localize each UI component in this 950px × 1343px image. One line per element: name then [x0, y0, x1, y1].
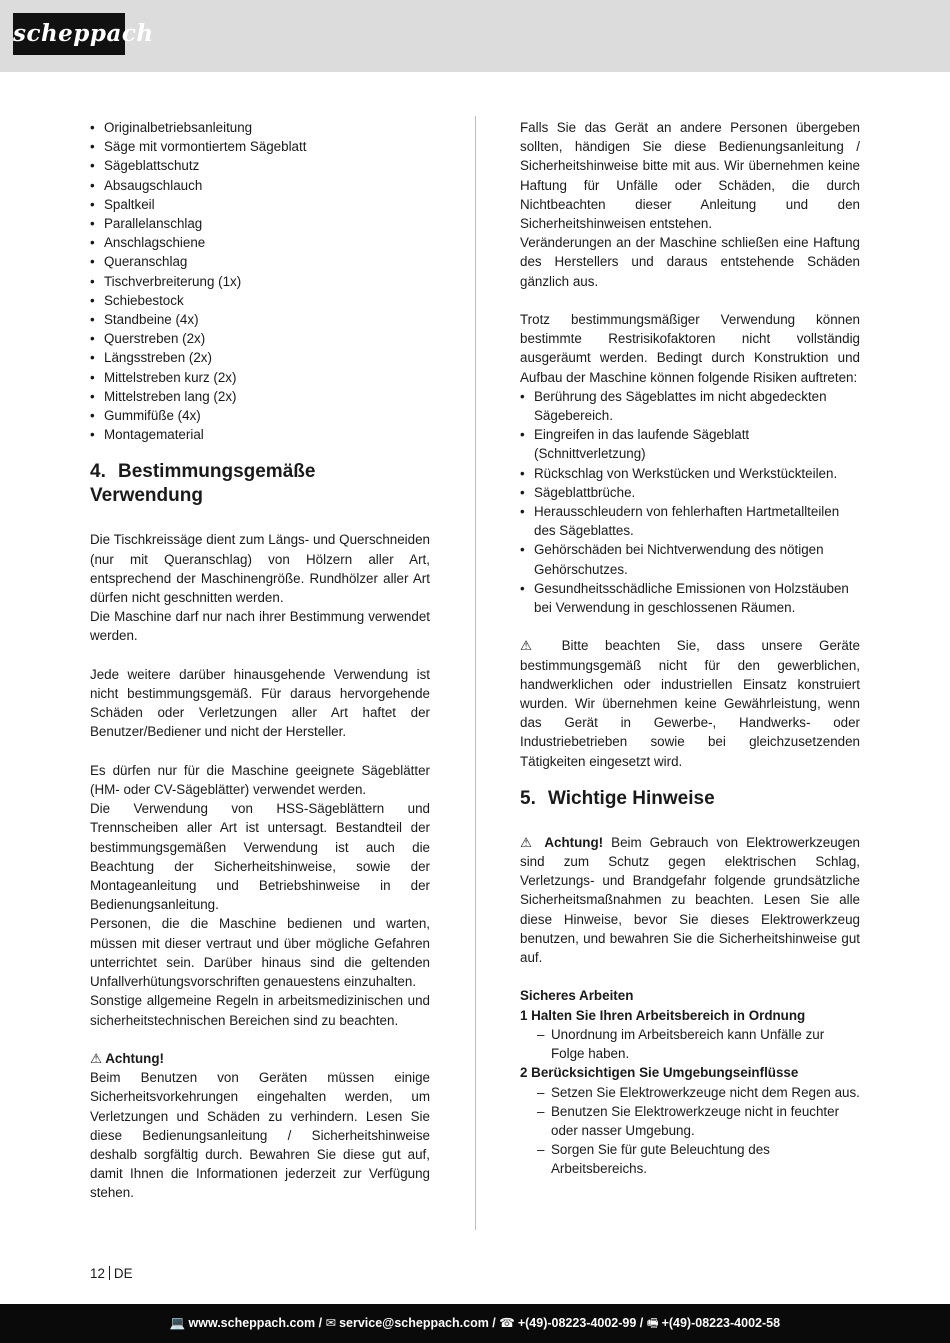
list-item: • Mittelstreben lang (2x) [90, 387, 430, 406]
fax-icon: 🖷 [646, 1316, 659, 1330]
phone-icon: ☎ [499, 1316, 515, 1330]
list-item: • Schiebestock [90, 291, 430, 310]
list-item: • Berührung des Sägeblattes im nicht abgedeckten Sägebereich. [520, 387, 860, 425]
rule-1-list [520, 1025, 860, 1063]
list-item: – Benutzen Sie Elektrowerkzeuge nicht in feuchter oder nasser Umgebung. [520, 1102, 860, 1140]
scope-of-delivery-list [90, 118, 430, 444]
list-item: • Queranschlag [90, 252, 430, 271]
warning-icon: ⚠ [520, 638, 545, 654]
left-column [90, 118, 430, 1203]
paragraph: Die Maschine darf nur nach ihrer Bestimmung verwendet werden. [90, 609, 430, 644]
section-title: Bestimmungsgemäße Verwendung [90, 461, 316, 507]
list-item: • Parallelanschlag [90, 214, 430, 233]
attention-paragraph [520, 833, 860, 967]
paragraph: Die Tischkreissäge dient zum Längs- und Querschneiden (nur mit Queranschlag) von Hölzern aller Art, entsprechend der Maschinengröße. Rundhölzer aller Art dürfen nicht geschnitten werden. [90, 532, 430, 606]
list-item: – Unordnung im Arbeitsbereich kann Unfälle zur Folge haben. [520, 1025, 860, 1063]
list-item: • Rückschlag von Werkstücken und Werkstückteilen. [520, 464, 860, 483]
list-item: • Gummifüße (4x) [90, 406, 430, 425]
section-5-heading [520, 787, 860, 811]
list-item: • Herausschleudern von fehlerhaften Hartmetallteilen des Sägeblattes. [520, 502, 860, 540]
section-title: Wichtige Hinweise [548, 787, 715, 809]
list-item: • Querstreben (2x) [90, 329, 430, 348]
list-item: • Mittelstreben kurz (2x) [90, 368, 430, 387]
right-column [520, 118, 860, 1179]
section-4-heading [90, 460, 430, 508]
page-number-label [90, 1264, 133, 1283]
section-number: 4. [90, 461, 106, 483]
list-item: • Längsstreben (2x) [90, 348, 430, 367]
email-link[interactable]: service@scheppach.com [339, 1316, 489, 1330]
separator: / [488, 1316, 500, 1330]
list-item: – Setzen Sie Elektrowerkzeuge nicht dem Regen aus. [520, 1083, 860, 1102]
attention-label: Achtung! [544, 834, 604, 850]
fax-number: +(49)-08223-4002-58 [661, 1316, 781, 1330]
language-code: DE [113, 1266, 133, 1281]
list-item: • Eingreifen in das laufende Sägeblatt (Schnittverletzung) [520, 425, 860, 463]
list-item: – Sorgen Sie für gute Beleuchtung des Arbeitsbereichs. [520, 1140, 860, 1178]
list-item: • Sägeblattbrüche. [520, 483, 860, 502]
separator: / [636, 1316, 647, 1330]
paragraph: Jede weitere darüber hinausgehende Verwendung ist nicht bestimmungsgemäß. Für daraus hervorgehende Schäden oder Verletzungen aller Art haftet der Benutzer/Bediener und nicht der Hersteller. [90, 666, 430, 740]
page-header [0, 0, 950, 72]
website-link[interactable]: www.scheppach.com [188, 1316, 316, 1330]
warning-icon: ⚠ [520, 834, 537, 850]
attention-text: Beim Gebrauch von Elektrowerkzeugen sind zum Schutz gegen elektrischen Schlag, Verletzungs- und Brandgefahr folgende grundsätzliche Sicherheitsmaßnahmen zu beachten. Lesen Sie alle diese Hinweise, bevor Sie dieses Elektrowerkzeug benutzen, und bewahren Sie die Sicherheitshinweise gut auf. [520, 834, 860, 966]
page-number: 12 [90, 1266, 105, 1281]
computer-icon: 💻 [169, 1316, 186, 1330]
paragraph: Veränderungen an der Maschine schließen eine Haftung des Herstellers und daraus entstehende Schäden gänzlich aus. [520, 235, 860, 289]
paragraph: Trotz bestimmungsmäßiger Verwendung können bestimmte Restrisikofaktoren nicht vollständig ausgeräumt werden. Bedingt durch Konstruktion und Aufbau der Maschine können folgende Risiken auftreten: [520, 312, 860, 385]
list-item: • Gehörschäden bei Nichtverwendung des nötigen Gehörschutzes. [520, 540, 860, 578]
note-paragraph [520, 636, 860, 770]
separator: / [315, 1316, 326, 1330]
list-item: • Montagematerial [90, 425, 430, 444]
contact-footer [0, 1304, 950, 1343]
paragraph: Die Verwendung von HSS-Sägeblättern und Trennscheiben aller Art ist untersagt. Bestandteil der bestimmungsgemäßen Verwendung ist auch die Beachtung der Sicherheitshinweise, sowie der Montageanleitung und Betriebshinweise in der Bedienungsanleitung. [90, 801, 430, 913]
list-item: • Absaugschlauch [90, 176, 430, 195]
list-item: • Tischverbreiterung (1x) [90, 272, 430, 291]
list-item: • Gesundheitsschädliche Emissionen von Holzstäuben bei Verwendung in geschlossenen Räumen. [520, 579, 860, 617]
paragraph: Falls Sie das Gerät an andere Personen übergeben sollten, händigen Sie diese Bedienungsanleitung / Sicherheitshinweise bitte mit aus. Wir übernehmen keine Haftung für Unfälle oder Schäden, die durch Nichtbeachten dieser Anleitung und den Sicherheitshinweisen entstehen. [520, 120, 860, 232]
rule-2-heading: 2 Berücksichtigen Sie Umgebungseinflüsse [520, 1065, 799, 1081]
warning-paragraph: Beim Benutzen von Geräten müssen einige Sicherheitsvorkehrungen eingehalten werden, um Verletzungen und Schäden zu verhindern. Lesen Sie diese Bedienungsanleitung / Sicherheitshinweise deshalb sorgfältig durch. Bewahren Sie diese gut auf, damit Ihnen die Informationen jederzeit zur Verfügung stehen. [90, 1070, 430, 1201]
warning-icon: ⚠ [90, 1050, 103, 1066]
list-item: • Anschlagschiene [90, 233, 430, 252]
mail-icon: ✉ [325, 1316, 337, 1330]
column-divider [475, 116, 476, 1230]
warning-heading [90, 1049, 430, 1068]
list-item: • Spaltkeil [90, 195, 430, 214]
note-text: Bitte beachten Sie, dass unsere Geräte bestimmungsgemäß nicht für den gewerblichen, handwerklichen oder industriellen Einsatz konstruiert wurden. Wir übernehmen keine Gewährleistung, wenn das Gerät in Gewerbe-, Handwerks- oder Industriebetrieben sowie bei gleichzusetzenden Tätigkeiten eingesetzt wird. [520, 638, 860, 769]
safe-work-heading: Sicheres Arbeiten [520, 988, 634, 1004]
paragraph: Sonstige allgemeine Regeln in arbeitsmedizinischen und sicherheitstechnischen Bereichen sind zu beachten. [90, 993, 430, 1028]
list-item: • Säge mit vormontiertem Sägeblatt [90, 137, 430, 156]
paragraph: Es dürfen nur für die Maschine geeignete Sägeblätter (HM- oder CV-Sägeblätter) verwendet werden. [90, 762, 430, 798]
section-number: 5. [520, 787, 536, 809]
brand-logo: scheppach [13, 13, 125, 55]
warning-title: Achtung! [105, 1050, 165, 1066]
rule-2-list [520, 1083, 860, 1179]
list-item: • Originalbetriebsanleitung [90, 118, 430, 137]
rule-1-heading: 1 Halten Sie Ihren Arbeitsbereich in Ordnung [520, 1007, 806, 1023]
phone-number: +(49)-08223-4002-99 [517, 1316, 637, 1330]
list-item: • Sägeblattschutz [90, 156, 430, 175]
list-item: • Standbeine (4x) [90, 310, 430, 329]
residual-risks-list [520, 387, 860, 617]
paragraph: Personen, die die Maschine bedienen und warten, müssen mit dieser vertraut und über mögliche Gefahren unterrichtet sein. Darüber hinaus sind die geltenden Unfallverhütungsvorschriften genauestens einzuhalten. [90, 916, 430, 990]
